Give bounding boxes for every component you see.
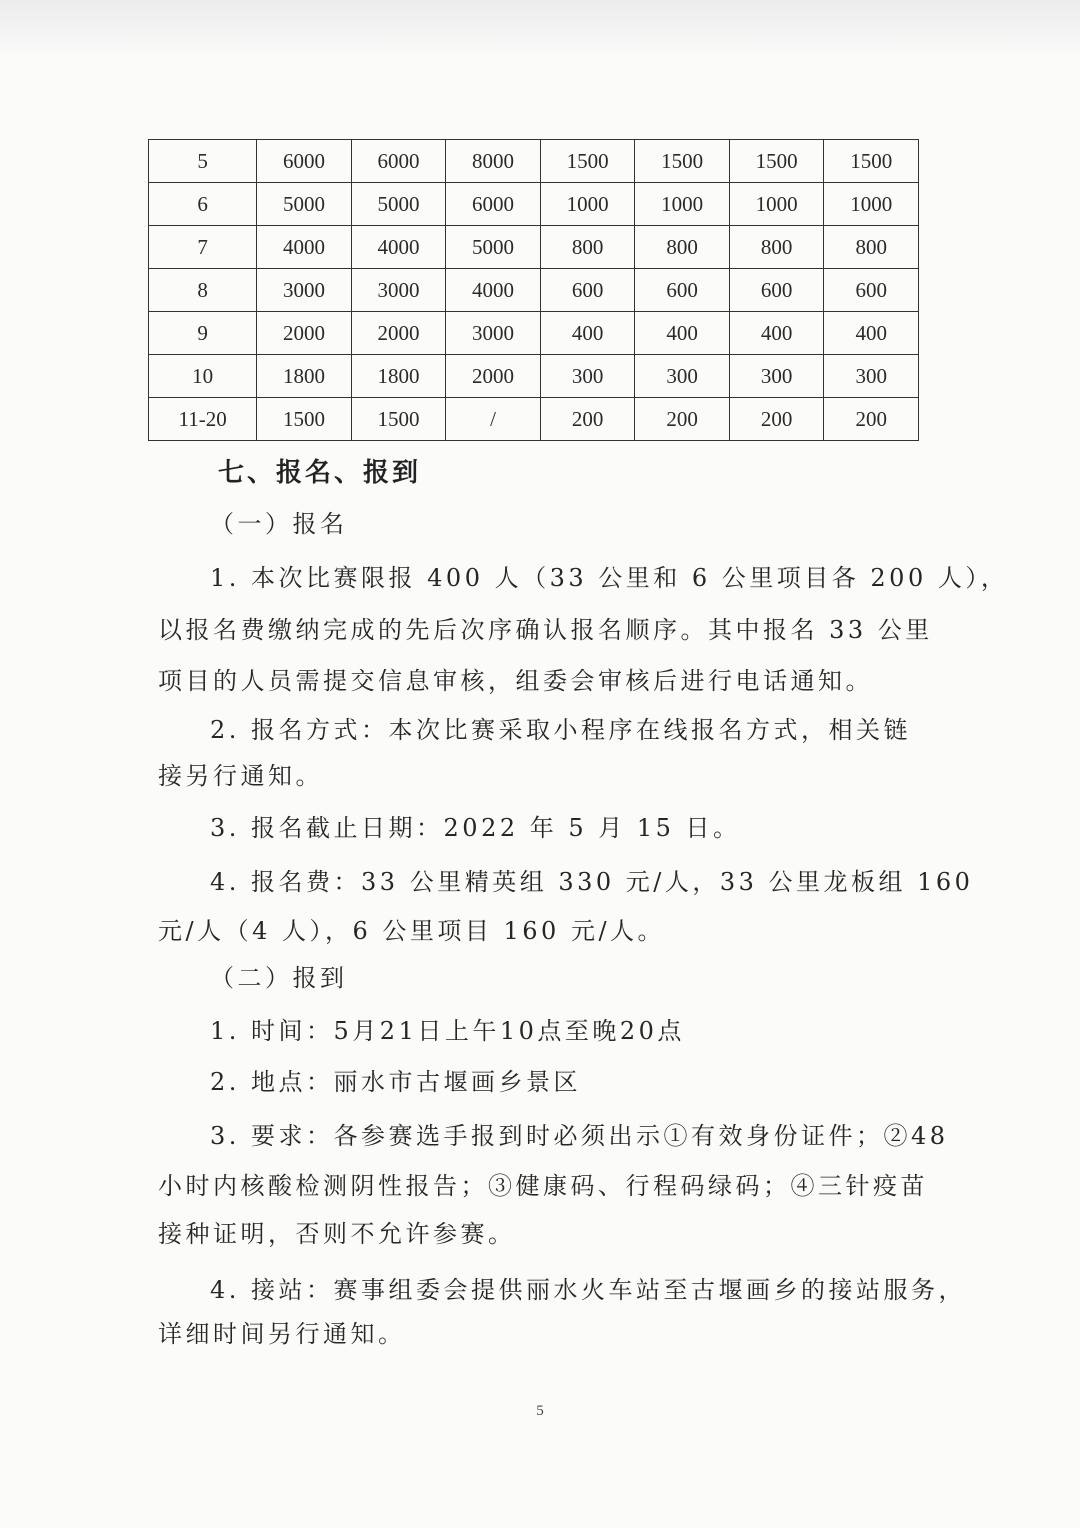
table-cell: 600 [824, 269, 919, 312]
table-cell: 600 [635, 269, 730, 312]
table-row [149, 269, 919, 312]
table-cell: 1500 [729, 140, 824, 183]
table-cell: 8000 [446, 140, 541, 183]
table-row [149, 312, 919, 355]
registration-item-3: 3. 报名截止日期：2022 年 5 月 15 日。 [210, 814, 741, 842]
checkin-item-4-line-2: 详细时间另行通知。 [158, 1320, 406, 1348]
table-row [149, 140, 919, 183]
table-cell: 400 [635, 312, 730, 355]
table-cell: 200 [729, 398, 824, 441]
table-cell: 1000 [635, 183, 730, 226]
table-cell: 5 [149, 140, 257, 183]
table-cell: 6 [149, 183, 257, 226]
checkin-item-3-line-3: 接种证明，否则不允许参赛。 [158, 1220, 516, 1248]
registration-item-1-line-2: 以报名费缴纳完成的先后次序确认报名顺序。其中报名 33 公里 [158, 616, 933, 644]
table-cell: 1500 [824, 140, 919, 183]
table-row [149, 355, 919, 398]
checkin-title: （二）报到 [210, 964, 348, 992]
table-cell: 1800 [257, 355, 352, 398]
table-cell: 1000 [540, 183, 635, 226]
table-cell: 400 [824, 312, 919, 355]
table-cell: 600 [540, 269, 635, 312]
table-cell: 1800 [351, 355, 446, 398]
table-cell: 3000 [351, 269, 446, 312]
scan-shadow [0, 0, 1080, 60]
registration-item-4-line-2: 元/人（4 人），6 公里项目 160 元/人。 [158, 917, 666, 945]
checkin-item-4-line-1: 4. 接站：赛事组委会提供丽水火车站至古堰画乡的接站服务， [210, 1276, 967, 1304]
table-cell: 1500 [351, 398, 446, 441]
table-cell: 300 [540, 355, 635, 398]
prize-table [148, 139, 919, 441]
table-cell: 6000 [446, 183, 541, 226]
table-cell: 8 [149, 269, 257, 312]
table-cell: 7 [149, 226, 257, 269]
table-cell: 6000 [257, 140, 352, 183]
table-cell: 3000 [257, 269, 352, 312]
table-cell: / [446, 398, 541, 441]
table-cell: 400 [540, 312, 635, 355]
table-cell: 2000 [351, 312, 446, 355]
table-cell: 11-20 [149, 398, 257, 441]
table-cell: 5000 [257, 183, 352, 226]
registration-item-4-line-1: 4. 报名费：33 公里精英组 330 元/人，33 公里龙板组 160 [210, 868, 974, 896]
registration-item-1-line-3: 项目的人员需提交信息审核，组委会审核后进行电话通知。 [158, 667, 873, 695]
table-cell: 2000 [446, 355, 541, 398]
table-cell: 2000 [257, 312, 352, 355]
registration-item-2-line-1: 2. 报名方式：本次比赛采取小程序在线报名方式，相关链 [210, 716, 912, 744]
table-cell: 800 [635, 226, 730, 269]
table-cell: 9 [149, 312, 257, 355]
table-cell: 4000 [257, 226, 352, 269]
table-cell: 300 [729, 355, 824, 398]
table-row [149, 398, 919, 441]
table-cell: 1000 [824, 183, 919, 226]
table-cell: 200 [540, 398, 635, 441]
checkin-item-2: 2. 地点：丽水市古堰画乡景区 [210, 1068, 582, 1096]
table-cell: 1500 [257, 398, 352, 441]
registration-title: （一）报名 [210, 510, 348, 538]
table-cell: 1000 [729, 183, 824, 226]
table-cell: 3000 [446, 312, 541, 355]
table-cell: 800 [729, 226, 824, 269]
table-cell: 200 [635, 398, 730, 441]
table-cell: 1500 [635, 140, 730, 183]
table-cell: 5000 [351, 183, 446, 226]
section-heading: 七、报名、报到 [218, 458, 422, 488]
table-cell: 300 [824, 355, 919, 398]
table-cell: 4000 [446, 269, 541, 312]
table-cell: 5000 [446, 226, 541, 269]
registration-item-1-line-1: 1. 本次比赛限报 400 人（33 公里和 6 公里项目各 200 人）， [210, 564, 1009, 592]
table-cell: 600 [729, 269, 824, 312]
checkin-item-3-line-1: 3. 要求：各参赛选手报到时必须出示①有效身份证件；②48 [210, 1122, 949, 1150]
prize-table-body [149, 140, 919, 441]
checkin-item-1: 1. 时间：5月21日上午10点至晚20点 [210, 1017, 685, 1045]
table-cell: 300 [635, 355, 730, 398]
table-cell: 800 [824, 226, 919, 269]
registration-item-2-line-2: 接另行通知。 [158, 762, 323, 790]
table-cell: 200 [824, 398, 919, 441]
page-number: 5 [536, 1403, 544, 1419]
table-cell: 4000 [351, 226, 446, 269]
table-row [149, 183, 919, 226]
table-row [149, 226, 919, 269]
checkin-item-3-line-2: 小时内核酸检测阴性报告；③健康码、行程码绿码；④三针疫苗 [158, 1172, 928, 1200]
table-cell: 400 [729, 312, 824, 355]
table-cell: 6000 [351, 140, 446, 183]
table-cell: 800 [540, 226, 635, 269]
table-cell: 1500 [540, 140, 635, 183]
table-cell: 10 [149, 355, 257, 398]
